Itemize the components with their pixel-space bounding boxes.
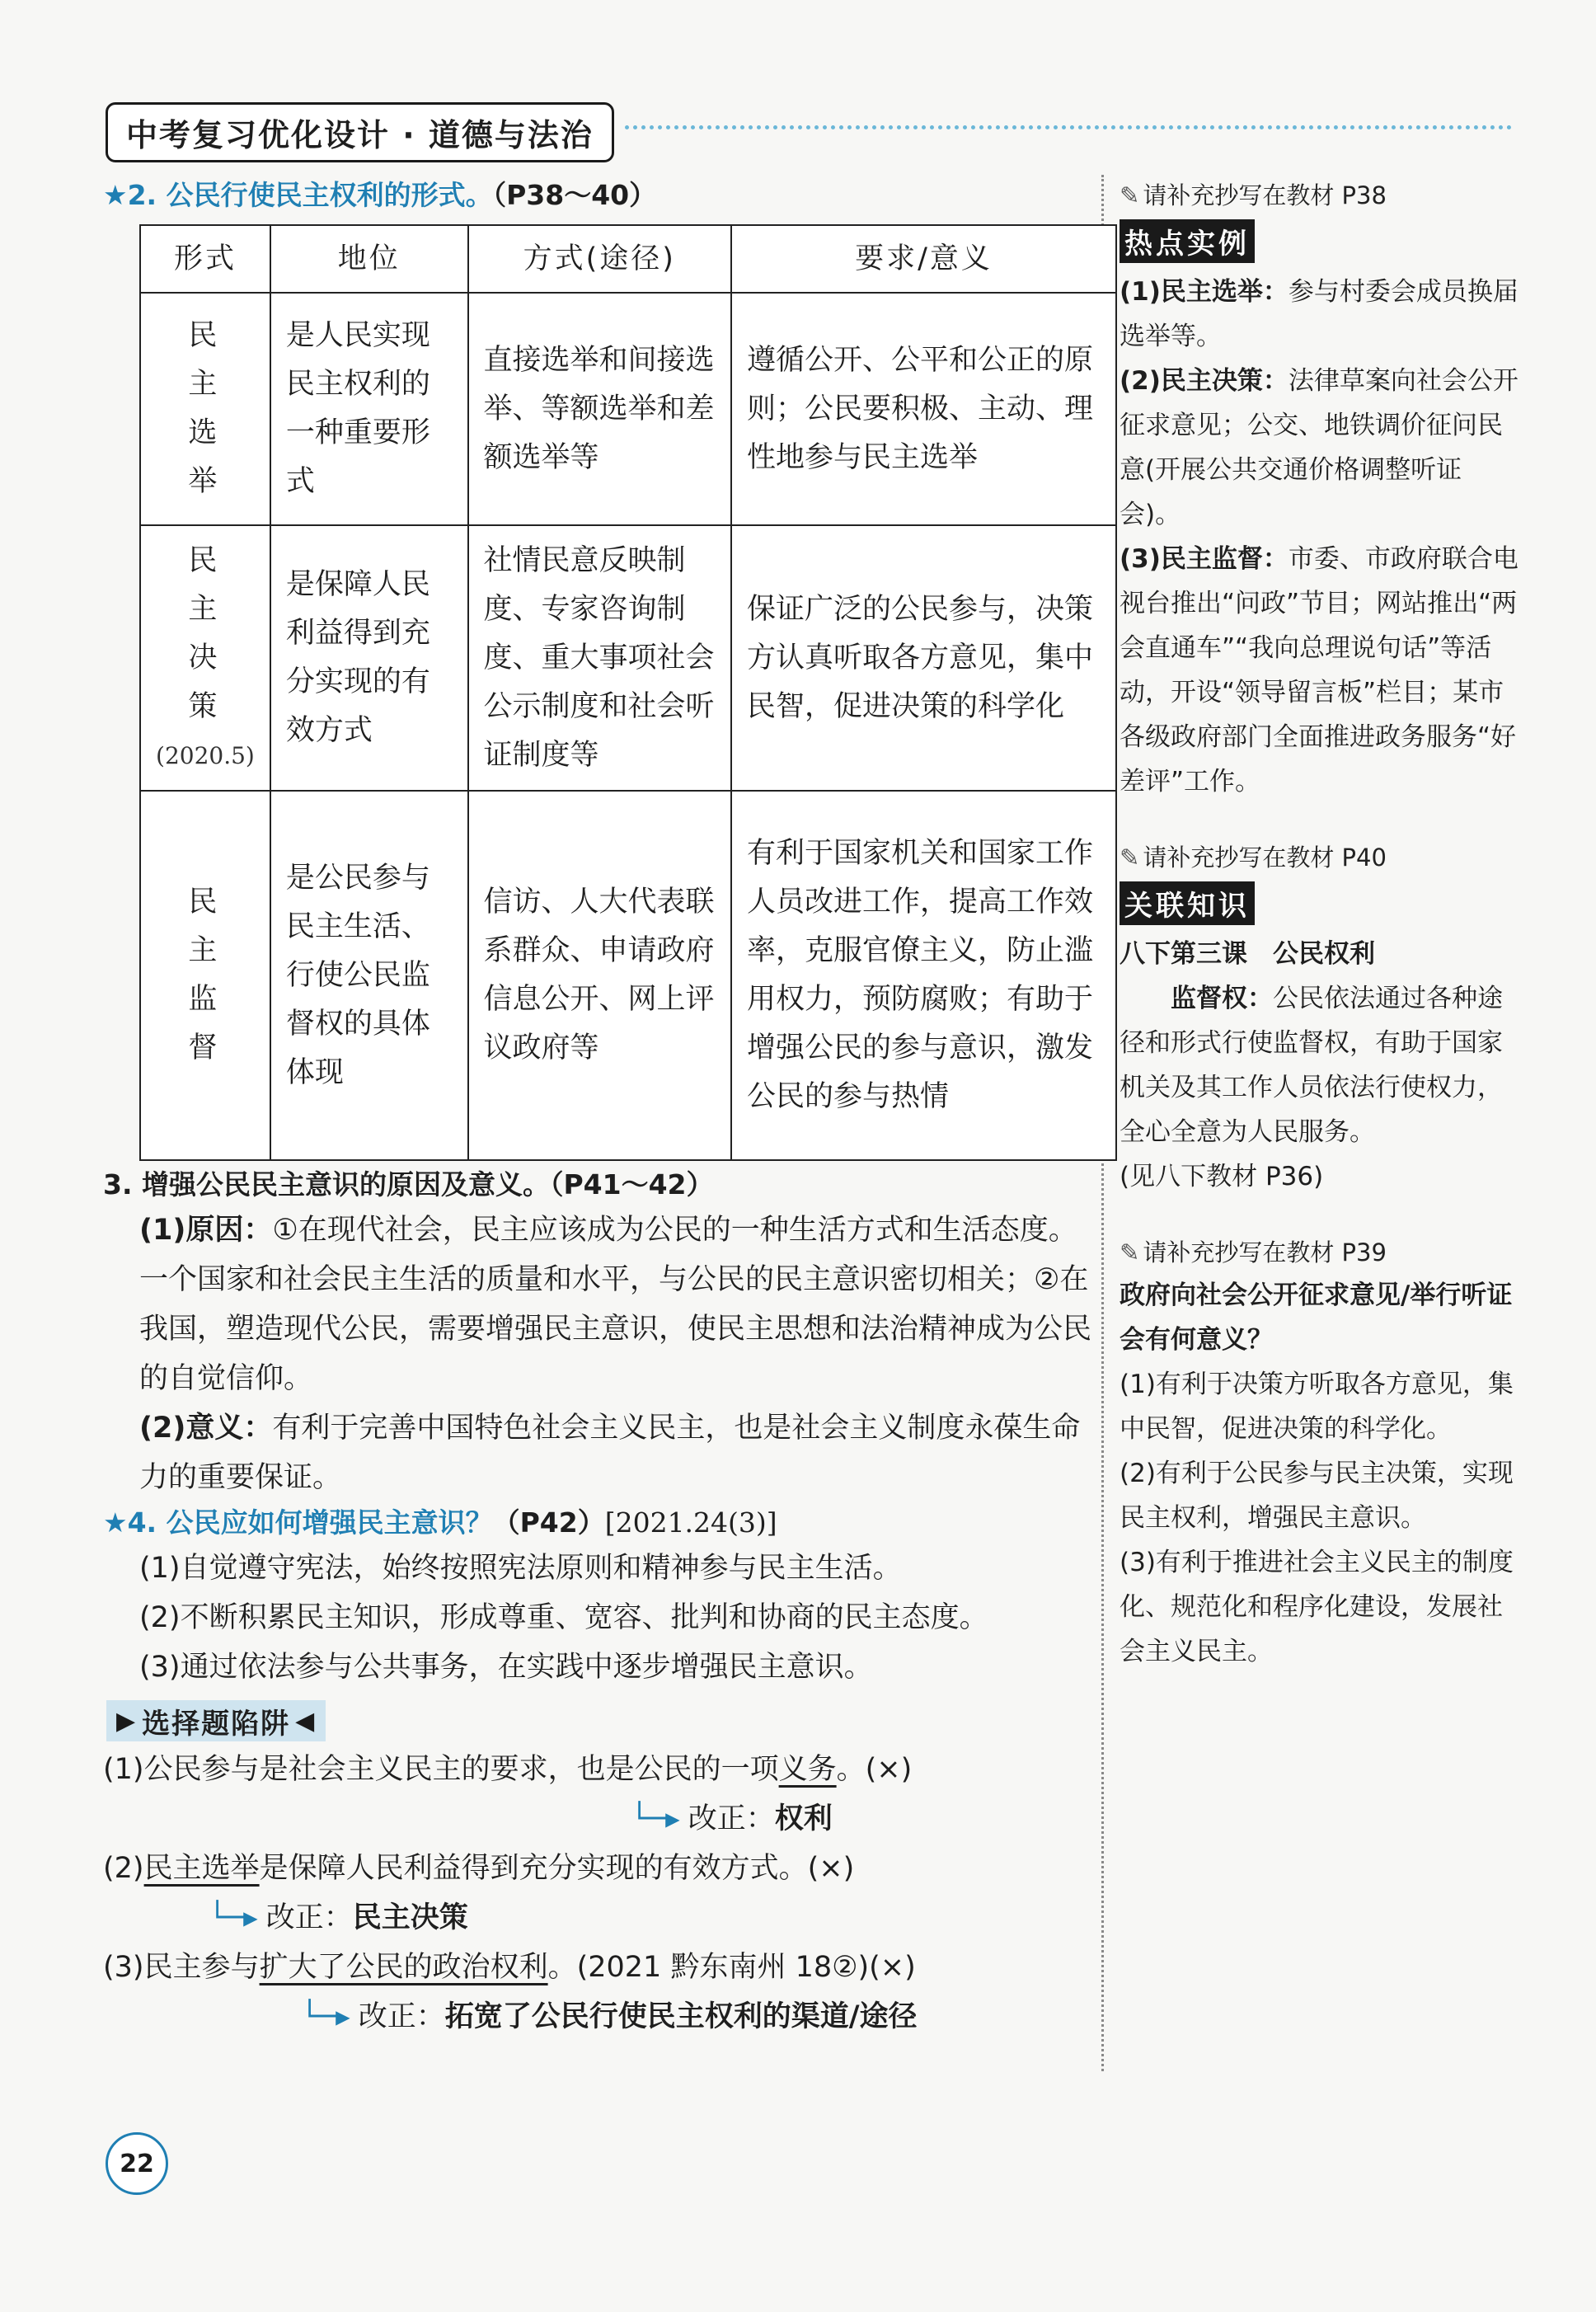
section-3-reason: (1)原因：①在现代社会，民主应该成为公民的一种生活方式和生活态度。一个国家和社会民主生活的质量和水平，与公民的民主意识密切相关；②在我国，塑造现代公民，需要增强民主意识，使民主思想和法治精神成为公民的自觉信仰。 <box>139 1214 1092 1395</box>
table-row <box>140 791 1116 1160</box>
copy-note: ✎ 请补充抄写在教材 P38 <box>1120 181 1387 209</box>
hot-example-item: (2)民主决策：法律草案向社会公开征求意见；公交、地铁调价征问民意(开展公共交通价格调整听证会)。 <box>1120 366 1519 529</box>
exam-year-note: (2020.5) <box>156 741 255 769</box>
trap-section-label: ▶ 选择题陷阱 ◀ <box>106 1700 326 1741</box>
table-header-status: 地位 <box>270 225 468 293</box>
table-cell-form: 民主决策 (2020.5) <box>140 525 270 791</box>
header <box>106 101 614 163</box>
star-icon: ★ <box>103 1506 128 1539</box>
section-3-significance: (2)意义：有利于完善中国特色社会主义民主，也是社会主义制度永葆生命力的重要保证。 <box>139 1412 1081 1494</box>
triangle-left-icon: ◀ <box>295 1706 317 1736</box>
table-cell-form: 民主监督 <box>140 791 270 1160</box>
hot-examples-tag: 热点实例 <box>1120 219 1255 263</box>
sidebar-question: 政府向社会公开征求意见/举行听证会有何意义？ <box>1120 1281 1513 1355</box>
section-2-heading: 2. 公民行使民主权利的形式。 <box>127 179 493 211</box>
trap-correction: └─▸ 改正： 权利 <box>631 1794 1092 1844</box>
list-item: (2)不断积累民主知识，形成尊重、宽容、批判和协商的民主态度。 <box>139 1601 988 1634</box>
triangle-right-icon: ▶ <box>116 1706 138 1736</box>
related-knowledge-ref: (见八下教材 P36) <box>1120 1162 1324 1191</box>
table-cell-status: 是保障人民利益得到充分实现的有效方式 <box>270 525 468 791</box>
trap-correction: └─▸ 改正： 民主决策 <box>209 1893 1092 1943</box>
section-2-page-ref: （P38～40） <box>492 179 657 211</box>
star-icon: ★ <box>103 179 128 211</box>
section-4-heading: 4. 公民应如何增强民主意识？ <box>127 1506 493 1539</box>
trap-item: (3)民主参与扩大了公民的政治权利。(2021 黔东南州 18②)(×) <box>103 1951 916 1984</box>
section-4-title <box>103 1502 1092 1544</box>
section-4-page-ref: （P42） <box>492 1506 605 1539</box>
table-row <box>140 293 1116 525</box>
related-lesson-title: 八下第三课 公民权利 <box>1120 939 1375 969</box>
table-cell-method: 信访、人大代表联系群众、申请政府信息公开、网上评议政府等 <box>468 791 731 1160</box>
hot-example-item: (3)民主监督：市委、市政府联合电视台推出“问政”节目；网站推出“两会直通车”“我向总理说句话”等活动，开设“领导留言板”栏目；某市各级政府部门全面推进政务服务“好差评”工作。 <box>1120 544 1519 797</box>
table-cell-method: 社情民意反映制度、专家咨询制度、重大事项社会公示制度和社会听证制度等 <box>468 525 731 791</box>
section-3-title: 3. 增强公民民主意识的原因及意义。（P41～42） <box>103 1168 714 1201</box>
related-knowledge-text: 监督权：公民依法通过各种途径和形式行使监督权，有助于国家机关及其工作人员依法行使权力，全心全意为人民服务。 <box>1120 984 1503 1147</box>
list-item: (3)有利于推进社会主义民主的制度化、规范化和程序化建设，发展社会主义民主。 <box>1120 1548 1514 1666</box>
table-cell-meaning: 有利于国家机关和国家工作人员改进工作，提高工作效率，克服官僚主义，防止滥用权力，预防腐败；有助于增强公民的参与意识，激发公民的参与热情 <box>731 791 1116 1160</box>
section-4-exam-ref: [2021.24(3)] <box>604 1506 777 1539</box>
page-number: 22 <box>106 2132 168 2195</box>
table-cell-meaning: 遵循公开、公平和公正的原则；公民要积极、主动、理性地参与民主选举 <box>731 293 1116 525</box>
header-dotted-rule <box>625 125 1512 129</box>
trap-item: (1)公民参与是社会主义民主的要求，也是公民的一项义务。(×) <box>103 1753 913 1786</box>
pen-icon: ✎ <box>1120 181 1140 209</box>
correction-arrow-icon: └─▸ <box>209 1901 258 1934</box>
table-cell-status: 是人民实现民主权利的一种重要形式 <box>270 293 468 525</box>
trap-item: (2)民主选举是保障人民利益得到充分实现的有效方式。(×) <box>103 1852 855 1885</box>
main-column <box>103 175 1092 2042</box>
table-cell-status: 是公民参与民主生活、行使公民监督权的具体体现 <box>270 791 468 1160</box>
sidebar <box>1120 175 1519 1674</box>
header-title: 中考复习优化设计 · 道德与法治 <box>106 102 614 162</box>
hot-example-item: (1)民主选举：参与村委会成员换届选举等。 <box>1120 277 1519 351</box>
list-item: (3)通过依法参与公共事务，在实践中逐步增强民主意识。 <box>139 1651 873 1684</box>
trap-correction: └─▸ 改正： 拓宽了公民行使民主权利的渠道/途径 <box>301 1992 1092 2042</box>
copy-note: ✎ 请补充抄写在教材 P40 <box>1120 844 1387 872</box>
section-2-title <box>103 175 1092 216</box>
table-header-method: 方式(途径) <box>468 225 731 293</box>
table-header-meaning: 要求/意义 <box>731 225 1116 293</box>
list-item: (1)有利于决策方听取各方意见，集中民智，促进决策的科学化。 <box>1120 1370 1514 1444</box>
correction-arrow-icon: └─▸ <box>301 2000 350 2033</box>
copy-note: ✎ 请补充抄写在教材 P39 <box>1120 1238 1387 1266</box>
democratic-rights-table <box>139 224 1117 1161</box>
table-row <box>140 525 1116 791</box>
table-header-row <box>140 225 1116 293</box>
table-cell-method: 直接选举和间接选举、等额选举和差额选举等 <box>468 293 731 525</box>
table-header-form: 形式 <box>140 225 270 293</box>
related-knowledge-tag: 关联知识 <box>1120 881 1255 925</box>
table-cell-form: 民主选举 <box>140 293 270 525</box>
pen-icon: ✎ <box>1120 1238 1140 1266</box>
list-item: (1)自觉遵守宪法，始终按照宪法原则和精神参与民主生活。 <box>139 1552 902 1585</box>
list-item: (2)有利于公民参与民主决策，实现民主权利，增强民主意识。 <box>1120 1459 1514 1533</box>
pen-icon: ✎ <box>1120 844 1140 872</box>
table-cell-meaning: 保证广泛的公民参与，决策方认真听取各方意见，集中民智，促进决策的科学化 <box>731 525 1116 791</box>
correction-arrow-icon: └─▸ <box>631 1802 680 1835</box>
